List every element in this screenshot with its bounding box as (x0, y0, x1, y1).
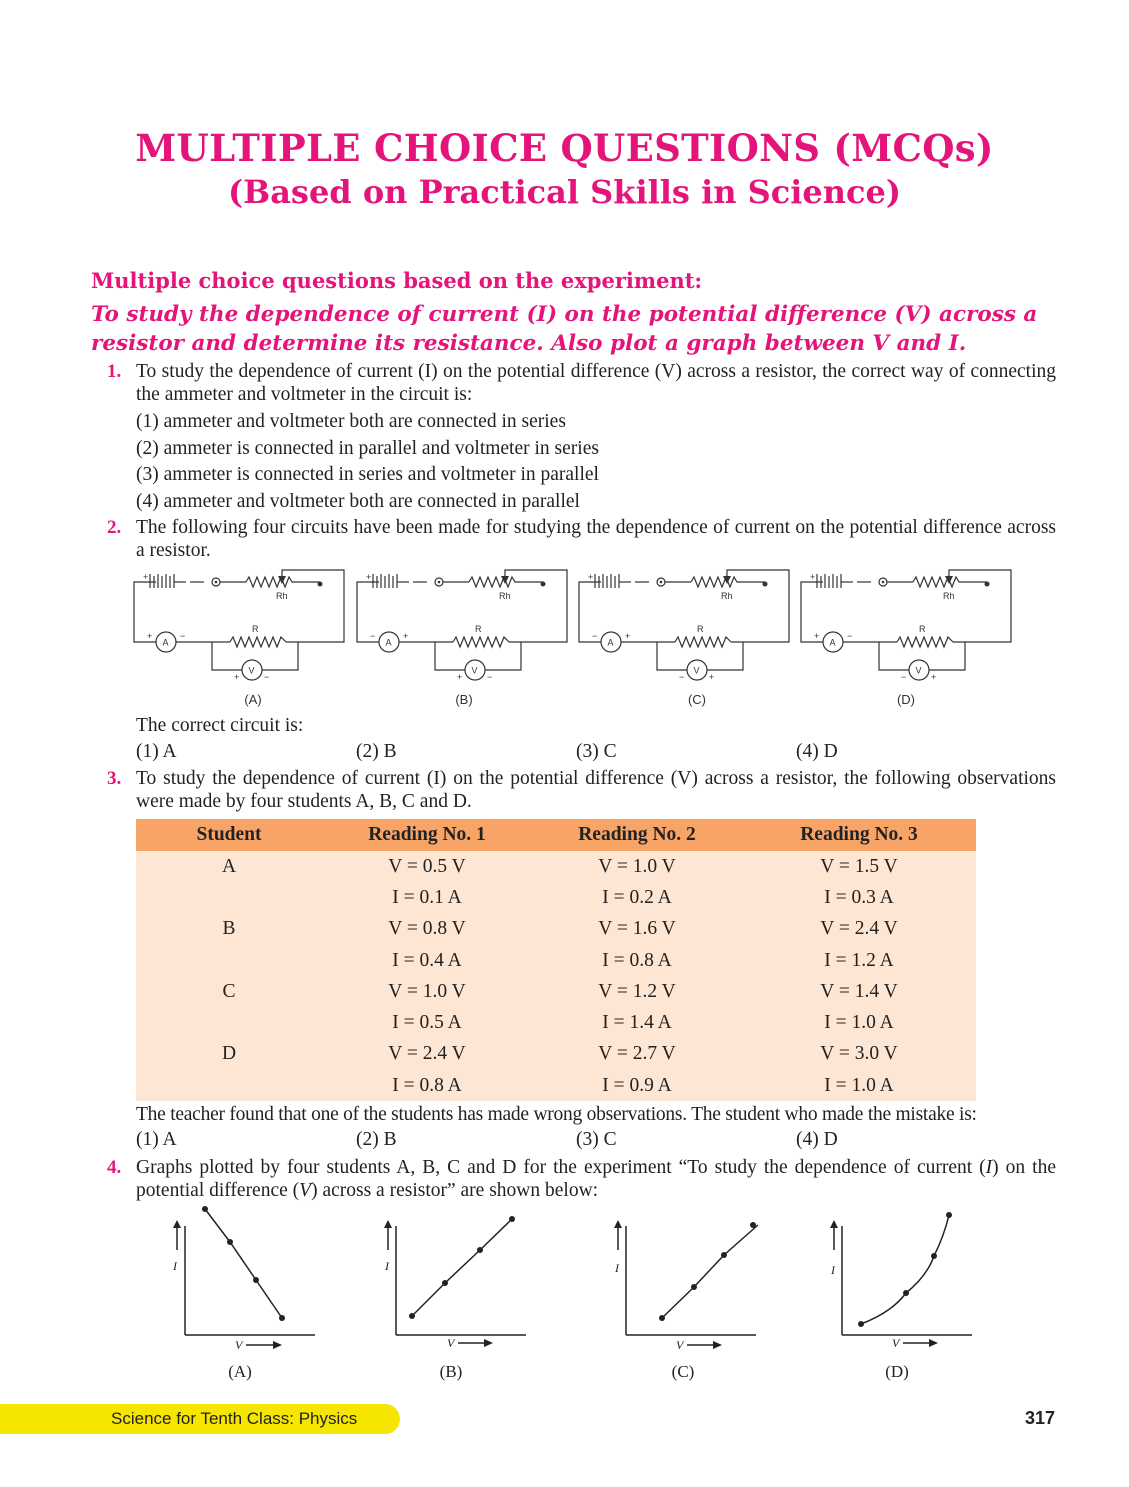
q4-text-italic: V (299, 1180, 312, 1201)
q3-option-4: (4) D (796, 1129, 838, 1150)
plug-key-dot (660, 581, 663, 584)
graph-point (477, 1247, 483, 1253)
table-cell: I = 0.4 A (392, 949, 462, 971)
graph-point (931, 1253, 937, 1259)
table-cell: V = 1.5 V (820, 855, 898, 877)
ammeter-sign: − (847, 631, 853, 641)
graph-x-arrowhead (273, 1341, 282, 1349)
resistor-icon (675, 637, 731, 647)
table-cell: V = 0.5 V (388, 855, 466, 877)
q3-question: The teacher found that one of the students has made wrong observations. The student who made the mistake is: (136, 1104, 977, 1125)
graph-point (442, 1280, 448, 1286)
q2-option-1: (1) A (136, 741, 177, 762)
q3-option-1: (1) A (136, 1129, 177, 1150)
graph-point (691, 1284, 697, 1290)
voltmeter-sign: + (234, 672, 240, 682)
graph-point (903, 1290, 909, 1296)
table-row (136, 1070, 976, 1101)
resistor-icon (230, 637, 286, 647)
q1-option-1: (1) ammeter and voltmeter both are connected in series (136, 411, 566, 432)
graph-point (659, 1315, 665, 1321)
circuit-caption-c: (C) (687, 692, 707, 707)
graph-point (750, 1222, 756, 1228)
table-row (136, 945, 976, 976)
q2-question: The correct circuit is: (136, 715, 304, 736)
circuit-wire (435, 642, 521, 670)
ammeter-label: A (829, 637, 836, 648)
section-heading: Multiple choice questions based on the experiment: (91, 268, 703, 293)
circuit-wire (801, 582, 823, 642)
table-cell: V = 0.8 V (388, 918, 466, 940)
table-cell: V = 3.0 V (820, 1043, 898, 1065)
page-number: 317 (1024, 1408, 1055, 1428)
q4-number: 4. (107, 1157, 122, 1178)
voltmeter-label: V (693, 665, 700, 676)
ammeter-label: A (385, 637, 392, 648)
table-cell: C (222, 980, 236, 1002)
circuit-diagram-b (353, 566, 571, 682)
circuit-diagram-d (797, 566, 1015, 682)
table-cell: V = 2.4 V (388, 1043, 466, 1065)
graph-y-arrowhead (173, 1220, 181, 1228)
table-cell: I = 0.8 A (392, 1074, 462, 1096)
q2-text: The following four circuits have been made for studying the dependence of current on the potential difference across a resistor. (136, 517, 1056, 561)
table-cell: V = 2.7 V (598, 1043, 676, 1065)
graph-y-arrowhead (384, 1220, 392, 1228)
table-cell: B (222, 918, 236, 940)
table-row (136, 1039, 976, 1070)
terminal-dot (985, 582, 990, 587)
q2-number: 2. (107, 517, 122, 538)
graph-caption-a: (A) (228, 1362, 252, 1381)
graph-point (409, 1313, 415, 1319)
graph-point (721, 1252, 727, 1258)
graph-a (165, 1206, 315, 1356)
voltmeter-sign: + (457, 672, 463, 682)
ammeter-sign: − (180, 631, 186, 641)
table-cell: I = 0.1 A (392, 886, 462, 908)
graph-y-label: I (831, 1263, 835, 1277)
q1-option-3: (3) ammeter is connected in series and voltmeter in parallel (136, 464, 599, 485)
table-cell: I = 0.9 A (602, 1074, 672, 1096)
table-row (136, 851, 976, 882)
q4-text-part: ) on the potential difference ( (136, 1157, 1056, 1201)
resistor-icon (453, 637, 509, 647)
graph-d (822, 1206, 972, 1356)
q1-option-2: (2) ammeter is connected in parallel and voltmeter in series (136, 438, 599, 459)
q4-text (136, 1156, 1056, 1202)
voltmeter-sign: − (901, 672, 907, 682)
table-header-cell: Reading No. 2 (532, 819, 742, 851)
graph-x-label: V (676, 1338, 684, 1352)
graph-y-arrowhead (830, 1220, 838, 1228)
table-cell: V = 1.6 V (598, 918, 676, 940)
table-cell: D (221, 1043, 237, 1065)
table-cell: I = 0.3 A (824, 886, 894, 908)
graph-point (509, 1216, 515, 1222)
q4-text-italic: I (985, 1157, 993, 1178)
graph-line (205, 1209, 282, 1318)
graph-y-arrowhead (614, 1220, 622, 1228)
table-row (136, 882, 976, 913)
q1-option-4: (4) ammeter and voltmeter both are connected in parallel (136, 491, 580, 512)
resistor-label: R (252, 624, 259, 634)
battery-icon (595, 574, 619, 588)
circuit-wire (879, 642, 965, 670)
circuit-caption-a: (A) (244, 692, 262, 707)
ammeter-sign: + (814, 631, 820, 641)
table-header-cell: Student (136, 819, 322, 851)
table-cell (136, 945, 322, 976)
voltmeter-sign: + (931, 672, 937, 682)
battery-plus-sign: + (810, 572, 816, 582)
table-header-row (136, 819, 976, 851)
graph-point (253, 1277, 259, 1283)
circuit-wire (579, 582, 601, 642)
observations-table (136, 819, 976, 1101)
ammeter-sign: + (625, 631, 631, 641)
battery-plus-sign: + (366, 572, 372, 582)
table-cell: I = 0.5 A (392, 1012, 462, 1034)
rheostat-label: Rh (276, 591, 288, 601)
battery-icon (150, 574, 174, 588)
table-cell (136, 1070, 322, 1101)
q2-option-2: (2) B (356, 741, 397, 762)
plug-key-dot (882, 581, 885, 584)
graph-point (279, 1315, 285, 1321)
graph-caption-c: (C) (671, 1362, 695, 1381)
voltmeter-sign: − (264, 672, 270, 682)
rheostat-label: Rh (499, 591, 511, 601)
ammeter-label: A (162, 637, 169, 648)
graph-point (202, 1206, 208, 1212)
resistor-label: R (697, 624, 704, 634)
graph-point (858, 1321, 864, 1327)
rheostat-label: Rh (721, 591, 733, 601)
circuit-wire (657, 642, 743, 670)
table-cell: A (221, 855, 237, 877)
q3-number: 3. (107, 768, 122, 789)
plug-key-dot (215, 581, 218, 584)
graph-y-label: I (385, 1259, 389, 1273)
q4-text-part: ) across a resistor” are shown below: (311, 1180, 599, 1201)
voltmeter-label: V (248, 665, 255, 676)
resistor-label: R (919, 624, 926, 634)
plug-key-dot (438, 581, 441, 584)
table-row (136, 914, 976, 945)
circuit-wire (357, 582, 379, 642)
resistor-icon (897, 637, 953, 647)
circuit-caption-d: (D) (896, 692, 916, 707)
circuit-caption-b: (B) (455, 692, 473, 707)
graph-y-label: I (173, 1259, 177, 1273)
table-cell: I = 1.0 A (824, 1074, 894, 1096)
ammeter-sign: + (147, 631, 153, 641)
table-cell (136, 1007, 322, 1038)
q4-text-part: Graphs plotted by four students A, B, C and D for the experiment “To study the dependence of current ( (136, 1157, 986, 1178)
table-cell: I = 0.8 A (602, 949, 672, 971)
graph-x-label: V (235, 1338, 243, 1352)
table-header-cell: Reading No. 1 (322, 819, 532, 851)
table-cell: V = 1.0 V (598, 855, 676, 877)
ammeter-sign: − (592, 631, 598, 641)
resistor-label: R (475, 624, 482, 634)
terminal-dot (318, 582, 323, 587)
battery-plus-sign: + (143, 572, 149, 582)
q3-option-2: (2) B (356, 1129, 397, 1150)
circuit-wire (212, 642, 298, 670)
graph-point (946, 1212, 952, 1218)
graph-x-label: V (892, 1336, 900, 1350)
table-cell: I = 1.2 A (824, 949, 894, 971)
battery-icon (817, 574, 841, 588)
page-subtitle: (Based on Practical Skills in Science) (228, 173, 901, 211)
ammeter-sign: − (370, 631, 376, 641)
table-cell: V = 2.4 V (820, 918, 898, 940)
table-cell: V = 1.4 V (820, 980, 898, 1002)
graph-line (662, 1225, 758, 1318)
voltmeter-label: V (915, 665, 922, 676)
terminal-dot (541, 582, 546, 587)
rheostat-label: Rh (943, 591, 955, 601)
graph-point (227, 1239, 233, 1245)
circuit-wire (134, 582, 156, 642)
table-cell: I = 0.2 A (602, 886, 672, 908)
circuit-diagram-c (575, 566, 793, 682)
battery-plus-sign: + (588, 572, 594, 582)
terminal-dot (763, 582, 768, 587)
q1-number: 1. (107, 361, 122, 382)
circuit-diagram-a (130, 566, 348, 682)
ammeter-sign: + (403, 631, 409, 641)
graph-c (606, 1206, 756, 1356)
table-cell (136, 882, 322, 913)
q3-option-3: (3) C (576, 1129, 617, 1150)
table-row (136, 1007, 976, 1038)
graph-caption-b: (B) (439, 1362, 463, 1381)
footer-book-title: Science for Tenth Class: Physics (111, 1409, 358, 1428)
graph-caption-d: (D) (885, 1362, 909, 1381)
graph-x-arrowhead (484, 1339, 493, 1347)
voltmeter-sign: − (487, 672, 493, 682)
table-cell: I = 1.0 A (824, 1012, 894, 1034)
ammeter-label: A (607, 637, 614, 648)
battery-icon (373, 574, 397, 588)
graph-x-label: V (447, 1336, 455, 1350)
table-cell: I = 1.4 A (602, 1012, 672, 1034)
q2-option-3: (3) C (576, 741, 617, 762)
page-title: MULTIPLE CHOICE QUESTIONS (MCQs) (135, 126, 994, 170)
table-cell: V = 1.2 V (598, 980, 676, 1002)
q3-text: To study the dependence of current (I) on the potential difference (V) across a resistor, the following observations were made by four students A, B, C and D. (136, 768, 1056, 812)
q2-option-4: (4) D (796, 741, 838, 762)
graph-b (376, 1206, 526, 1356)
table-header-cell: Reading No. 3 (742, 819, 976, 851)
graph-y-label: I (615, 1261, 619, 1275)
graph-x-arrowhead (713, 1341, 722, 1349)
experiment-title: To study the dependence of current (I) on the potential difference (V) across a resistor and determine its resistance. Also plot a graph between V and I. (91, 302, 1038, 356)
voltmeter-sign: − (679, 672, 685, 682)
graph-x-arrowhead (929, 1339, 938, 1347)
table-row (136, 976, 976, 1007)
table-cell: V = 1.0 V (388, 980, 466, 1002)
voltmeter-sign: + (709, 672, 715, 682)
graph-curve (861, 1215, 949, 1324)
q1-text: To study the dependence of current (I) on the potential difference (V) across a resistor, the correct way of connecting the ammeter and voltmeter in the circuit is: (136, 361, 1056, 405)
voltmeter-label: V (471, 665, 478, 676)
graph-line (412, 1219, 512, 1316)
